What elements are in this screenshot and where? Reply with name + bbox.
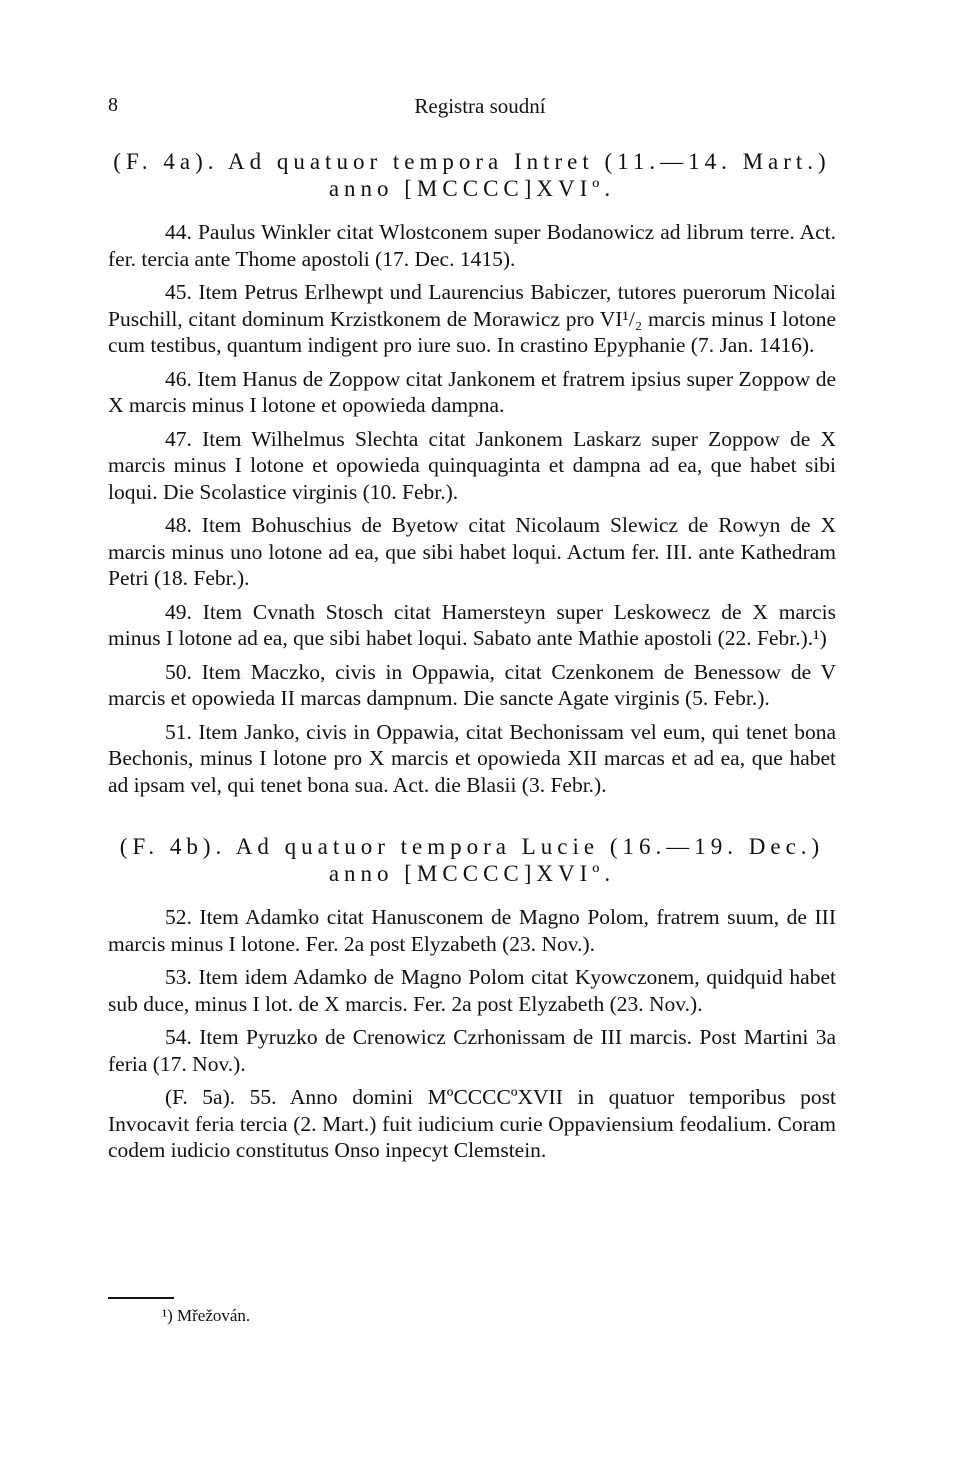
entry-50: 50. Item Maczko, civis in Oppawia, citat Czenkonem de Benessow de V marcis et opowieda II marcas dampnum. Die sancte Agate virginis (5. Febr.).: [108, 659, 836, 710]
entry-48: 48. Item Bohuschius de Byetow citat Nicolaum Slewicz de Rowyn de X marcis minus uno lotone ad ea, que sibi habet loqui. Actum fer. III. ante Kathedram Petri (18. Febr.).: [108, 513, 836, 590]
entry-45: 45. Item Petrus Erlhewpt und Laurencius Babiczer, tutores puerorum Nicolai Puschill, citant dominum Krzistkonem de Morawicz pro VI¹/₂ marcis minus I lotone cum testibus, quantum indigent pro iure suo. In crastino Epyphanie (7. Jan. 1416).: [108, 280, 836, 357]
section-heading-line: (F. 4b). Ad quatuor tempora Lucie (16.—19. Dec.): [119, 834, 825, 859]
running-title: Registra soudní: [414, 94, 546, 118]
section-heading-year: anno [MCCCC]XVIº.: [328, 861, 616, 886]
footnote: ¹) Mřežován.: [162, 1306, 251, 1325]
entry-51: 51. Item Janko, civis in Oppawia, citat Bechonissam vel eum, qui tenet bona Bechonis, minus I lotone pro X marcis et opowieda XII marcas et ad ea, que habet ad ipsam vel, qui tenet bona sua. Act. die Blasii (3. Febr.).: [108, 719, 836, 797]
entry-44: 44. Paulus Winkler citat Wlostconem super Bodanowicz ad librum terre. Act. fer. tercia ante Thome apostoli (17. Dec. 1415).: [108, 220, 836, 271]
entry-49: 49. Item Cvnath Stosch citat Hamersteyn super Leskowecz de X marcis minus I lotone ad ea, que sibi habet loqui. Sabato ante Mathie apostoli (22. Febr.).¹): [108, 599, 836, 650]
entry-47: 47. Item Wilhelmus Slechta citat Jankonem Laskarz super Zoppow de X marcis minus I lotone et opowieda quinquaginta et dampna ad ea, que habet sibi loqui. Die Scolastice virginis (10. Febr.).: [108, 426, 836, 504]
main-text: [108, 148, 836, 1164]
section-heading-line: (F. 4a). Ad quatuor tempora Intret (11.—14. Mart.): [113, 149, 831, 174]
entry-54: 54. Item Pyruzko de Crenowicz Czrhonissam de III marcis. Post Martini 3a feria (17. Nov.).: [108, 1025, 836, 1076]
section-heading-year: anno [MCCCC]XVIº.: [328, 176, 616, 201]
entry-52: 52. Item Adamko citat Hanusconem de Magno Polom, fratrem suum, de III marcis minus I lotone. Fer. 2a post Elyzabeth (23. Nov.).: [108, 905, 836, 956]
entry-53: 53. Item idem Adamko de Magno Polom citat Kyowczonem, quidquid habet sub duce, minus I lot. de X marcis. Fer. 2a post Elyzabeth (23. Nov.).: [108, 965, 836, 1016]
footnote-rule: [108, 1297, 174, 1299]
section-heading: [108, 148, 836, 202]
page-number: 8: [108, 94, 118, 116]
section-heading: [108, 833, 836, 887]
page-header: [0, 94, 960, 124]
entry-55: (F. 5a). 55. Anno domini MºCCCCºXVII in quatuor temporibus post Invocavit feria tercia (2. Mart.) fuit iudicium curie Oppaviensium feodalium. Coram codem iudicio constitutus Onso inpecyt Clemstein.: [108, 1085, 836, 1162]
entry-46: 46. Item Hanus de Zoppow citat Jankonem et fratrem ipsius super Zoppow de X marcis minus I lotone et opowieda dampna.: [108, 366, 836, 417]
